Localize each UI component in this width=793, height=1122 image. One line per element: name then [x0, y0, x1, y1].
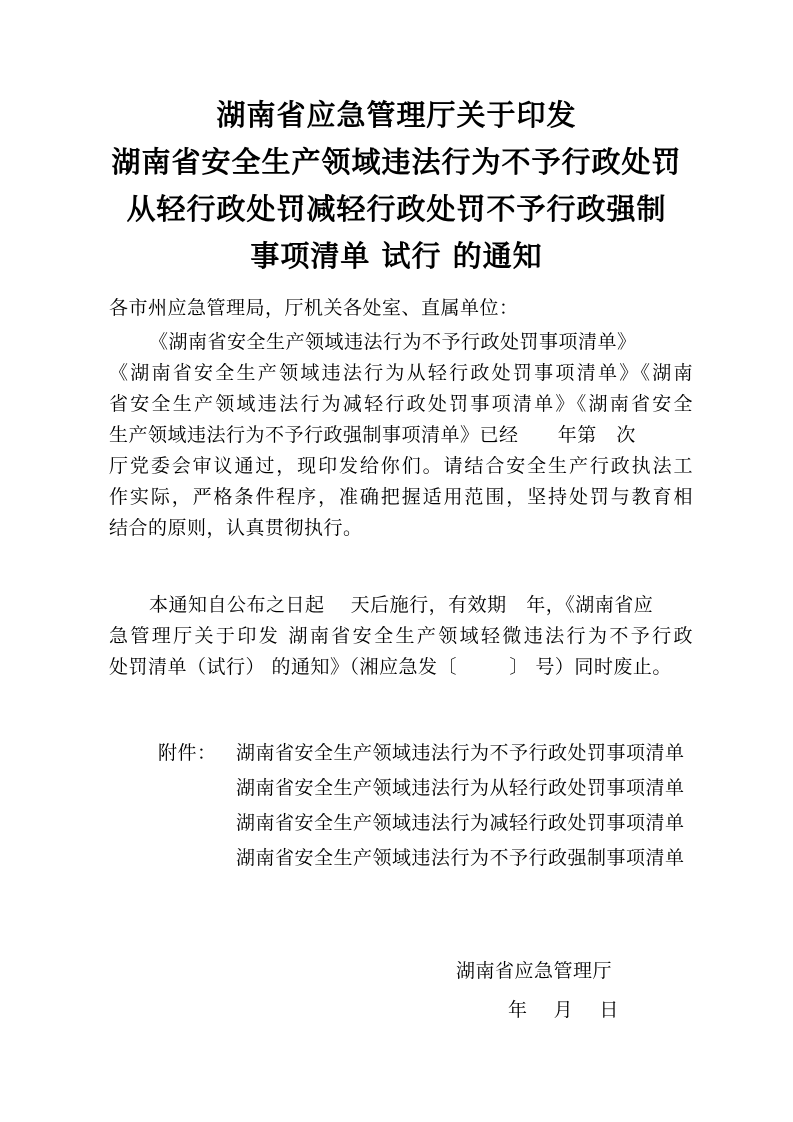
attachment-item: 湖南省安全生产领域违法行为不予行政处罚事项清单: [236, 742, 685, 764]
document-title: [0, 92, 793, 280]
attachment-item: 湖南省安全生产领域违法行为从轻行政处罚事项清单: [236, 777, 685, 799]
attachments-list: [236, 736, 685, 876]
body-paragraph-1: [109, 327, 693, 544]
paragraph-line: 作实际，严格条件程序，准确把握适用范围，坚持处罚与教育相: [109, 486, 693, 508]
paragraph-line: 省安全生产领域违法行为减轻行政处罚事项清单》《湖南省安全: [109, 393, 693, 415]
paragraph-line: 结合的原则，认真贯彻执行。: [109, 517, 363, 539]
body-paragraph-2: [109, 590, 693, 683]
issuer-signature: 湖南省应急管理厅: [456, 960, 613, 982]
paragraph-line: 本通知自公布之日起 天后施行，有效期 年，《湖南省应: [149, 594, 654, 616]
attachment-item: 湖南省安全生产领域违法行为减轻行政处罚事项清单: [236, 812, 685, 834]
paragraph-line: 生产领域违法行为不予行政强制事项清单》已经 年第 次: [109, 424, 636, 446]
paragraph-line: 厅党委会审议通过，现印发给你们。请结合安全生产行政执法工: [109, 455, 693, 477]
title-line: 湖南省应急管理厅关于印发: [216, 98, 577, 132]
title-line: 从轻行政处罚减轻行政处罚不予行政强制: [126, 192, 667, 226]
title-line: 湖南省安全生产领域违法行为不予行政处罚: [111, 145, 682, 179]
salutation: 各市州应急管理局，厅机关各处室、直属单位：: [109, 297, 519, 319]
paragraph-line: 《湖南省安全生产领域违法行为不予行政处罚事项清单》: [149, 331, 637, 353]
attachments-label: 附件：: [158, 742, 217, 764]
issue-date: 年 月 日: [508, 999, 619, 1021]
paragraph-line: 《湖南省安全生产领域违法行为从轻行政处罚事项清单》《湖南: [109, 362, 693, 384]
title-line: 事项清单 试行 的通知: [250, 239, 543, 273]
attachment-item: 湖南省安全生产领域违法行为不予行政强制事项清单: [236, 847, 685, 869]
paragraph-line: 处罚清单（试行） 的通知》（湘应急发〔 〕 号）同时废止。: [109, 656, 672, 678]
paragraph-line: 急管理厅关于印发 湖南省安全生产领域轻微违法行为不予行政: [109, 625, 693, 647]
